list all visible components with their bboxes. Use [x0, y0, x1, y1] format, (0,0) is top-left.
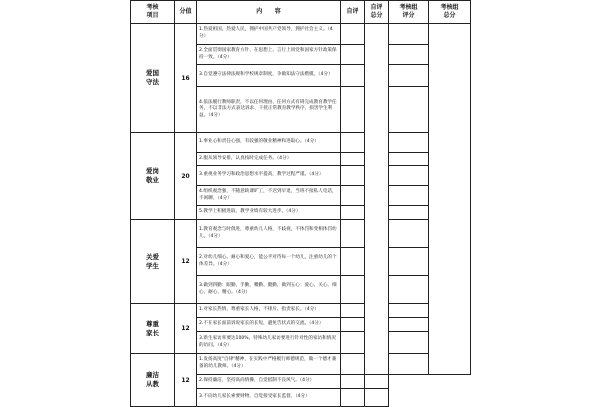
check-eval-cell[interactable]: [389, 153, 429, 166]
criterion-text: 3.做到四勤：眼勤、手勤、嘴勤、腿勤，做到五心：爱心、关心、细心、耐心、精心。（4分）: [197, 276, 341, 304]
header-content: 内 容: [197, 1, 341, 24]
criterion-text: 1.教育观念与时俱进，尊重幼儿人格，不歧视，不体罚和变相体罚幼儿。（4分）: [197, 220, 341, 248]
criterion-text: 4.依法履行教师职责，不以任何理由、任何方式有碍完成教育教学任务，不以非法方式表达诉求、干扰正常教育教学秩序，损害学生利益。（4分）: [197, 87, 341, 133]
check-eval-cell[interactable]: [389, 24, 429, 45]
check-eval-cell[interactable]: [389, 166, 429, 186]
self-eval-cell[interactable]: [341, 45, 365, 65]
check-eval-cell[interactable]: [389, 133, 429, 153]
check-eval-cell[interactable]: [365, 389, 389, 407]
header-score: 分值: [175, 1, 197, 24]
self-eval-cell[interactable]: [341, 375, 365, 389]
header-row: [131, 1, 471, 24]
self-eval-cell[interactable]: [341, 220, 365, 248]
check-eval-cell[interactable]: [389, 332, 429, 354]
criterion-text: 5.教学上积极进取，教学业绩有较大进步。（4分）: [197, 206, 341, 220]
self-eval-cell[interactable]: [341, 206, 365, 220]
check-eval-cell[interactable]: [389, 45, 429, 65]
table-row: [131, 304, 471, 318]
section-score: 16: [175, 24, 197, 133]
check-eval-cell[interactable]: [389, 186, 429, 206]
self-eval-cell[interactable]: [341, 318, 365, 332]
header-check-total: 考核组 总分: [429, 1, 471, 24]
check-eval-cell[interactable]: [365, 375, 389, 389]
check-eval-cell[interactable]: [389, 318, 429, 332]
header-self-eval: 自评: [341, 1, 365, 24]
criterion-text: 3.自觉遵守法律法规和学校规章制度，争做知法守法楷模。（4分）: [197, 65, 341, 87]
section-title-care: 关爱 学生: [131, 220, 175, 304]
self-total-cell[interactable]: [365, 24, 389, 375]
check-eval-cell[interactable]: [389, 87, 429, 133]
check-eval-cell[interactable]: [389, 206, 429, 220]
check-eval-cell[interactable]: [389, 354, 429, 375]
self-eval-cell[interactable]: [341, 24, 365, 45]
section-score: 12: [175, 220, 197, 304]
table-row: [131, 24, 471, 45]
criterion-text: 1.热爱祖国，热爱人民，拥护中国共产党领导，拥护社会主义。（4分）: [197, 24, 341, 45]
header-project: 考核 项目: [131, 1, 175, 24]
section-title-integrity: 廉洁 从教: [131, 354, 175, 407]
self-eval-cell[interactable]: [341, 87, 365, 133]
section-title-respect-parents: 尊重 家长: [131, 304, 175, 354]
self-eval-cell[interactable]: [341, 248, 365, 276]
self-eval-cell[interactable]: [341, 304, 365, 318]
table-row: [131, 220, 471, 248]
table-row: [131, 133, 471, 153]
check-eval-cell[interactable]: [389, 276, 429, 304]
section-title-patriotism: 爱国 守法: [131, 24, 175, 133]
header-self-total: 自评 总分: [365, 1, 389, 24]
criterion-text: 2.保持廉洁，坚持高尚情操，自觉抵制不良风气。（4分）: [197, 375, 341, 389]
section-score: 12: [175, 304, 197, 354]
criterion-text: 3.新生家访率要达100%，特殊幼儿家访要进行针对性的家访和情况的访问。（4分）: [197, 332, 341, 354]
criterion-text: 2.服从领导安排，认真按时完成任务。（4分）: [197, 153, 341, 166]
section-score: 12: [175, 354, 197, 407]
check-eval-cell[interactable]: [389, 304, 429, 318]
criterion-text: 1.发扬高度"自律"精神，在实践中严格履行师德规范，做一个德才兼备的幼儿教师。（4分）: [197, 354, 341, 375]
check-eval-cell[interactable]: [389, 248, 429, 276]
criterion-text: 3.重视业务学习和政治思想水平提高，教学过程严谨。（4分）: [197, 166, 341, 186]
self-eval-cell[interactable]: [341, 276, 365, 304]
self-eval-cell[interactable]: [341, 354, 365, 375]
criterion-text: 1.事业心和责任心强，有较强的敬业精神和进取心。（4分）: [197, 133, 341, 153]
self-eval-cell[interactable]: [341, 153, 365, 166]
self-eval-cell[interactable]: [341, 133, 365, 153]
check-eval-cell[interactable]: [389, 220, 429, 248]
header-check-eval: 考核组 评分: [389, 1, 429, 24]
self-eval-cell[interactable]: [341, 332, 365, 354]
self-eval-cell[interactable]: [341, 166, 365, 186]
criterion-text: 3.不向幼儿家长索要财物，自觉接受家长监督。（4分）: [197, 389, 341, 407]
section-title-dedication: 爱岗 敬业: [131, 133, 175, 220]
self-eval-cell[interactable]: [341, 389, 365, 407]
table-row: [131, 354, 471, 375]
criterion-text: 2.对幼儿细心、耐心和爱心，能公平对待每一个幼儿，注重幼儿的个体差异。（4分）: [197, 248, 341, 276]
section-score: 20: [175, 133, 197, 220]
criterion-text: 4.组织观念强，不随意缺课旷工，不迟到早退，当班不接私人电话，不闲聊。（4分）: [197, 186, 341, 206]
self-eval-cell[interactable]: [341, 186, 365, 206]
criterion-text: 2.不在家长面前诉说家长的长短，避免告状式的交流。（4分）: [197, 318, 341, 332]
check-eval-cell[interactable]: [389, 65, 429, 87]
check-total-cell[interactable]: [429, 24, 471, 375]
criterion-text: 2.全面贯彻国家教育方针，在思想上、言行上同党和国家方针政策保持一致。（4分）: [197, 45, 341, 65]
criterion-text: 1.对家长热情，尊重家长人格，不排斥、指责家长。（4分）: [197, 304, 341, 318]
evaluation-sheet: [130, 0, 470, 400]
self-eval-cell[interactable]: [341, 65, 365, 87]
evaluation-table: [130, 0, 471, 407]
